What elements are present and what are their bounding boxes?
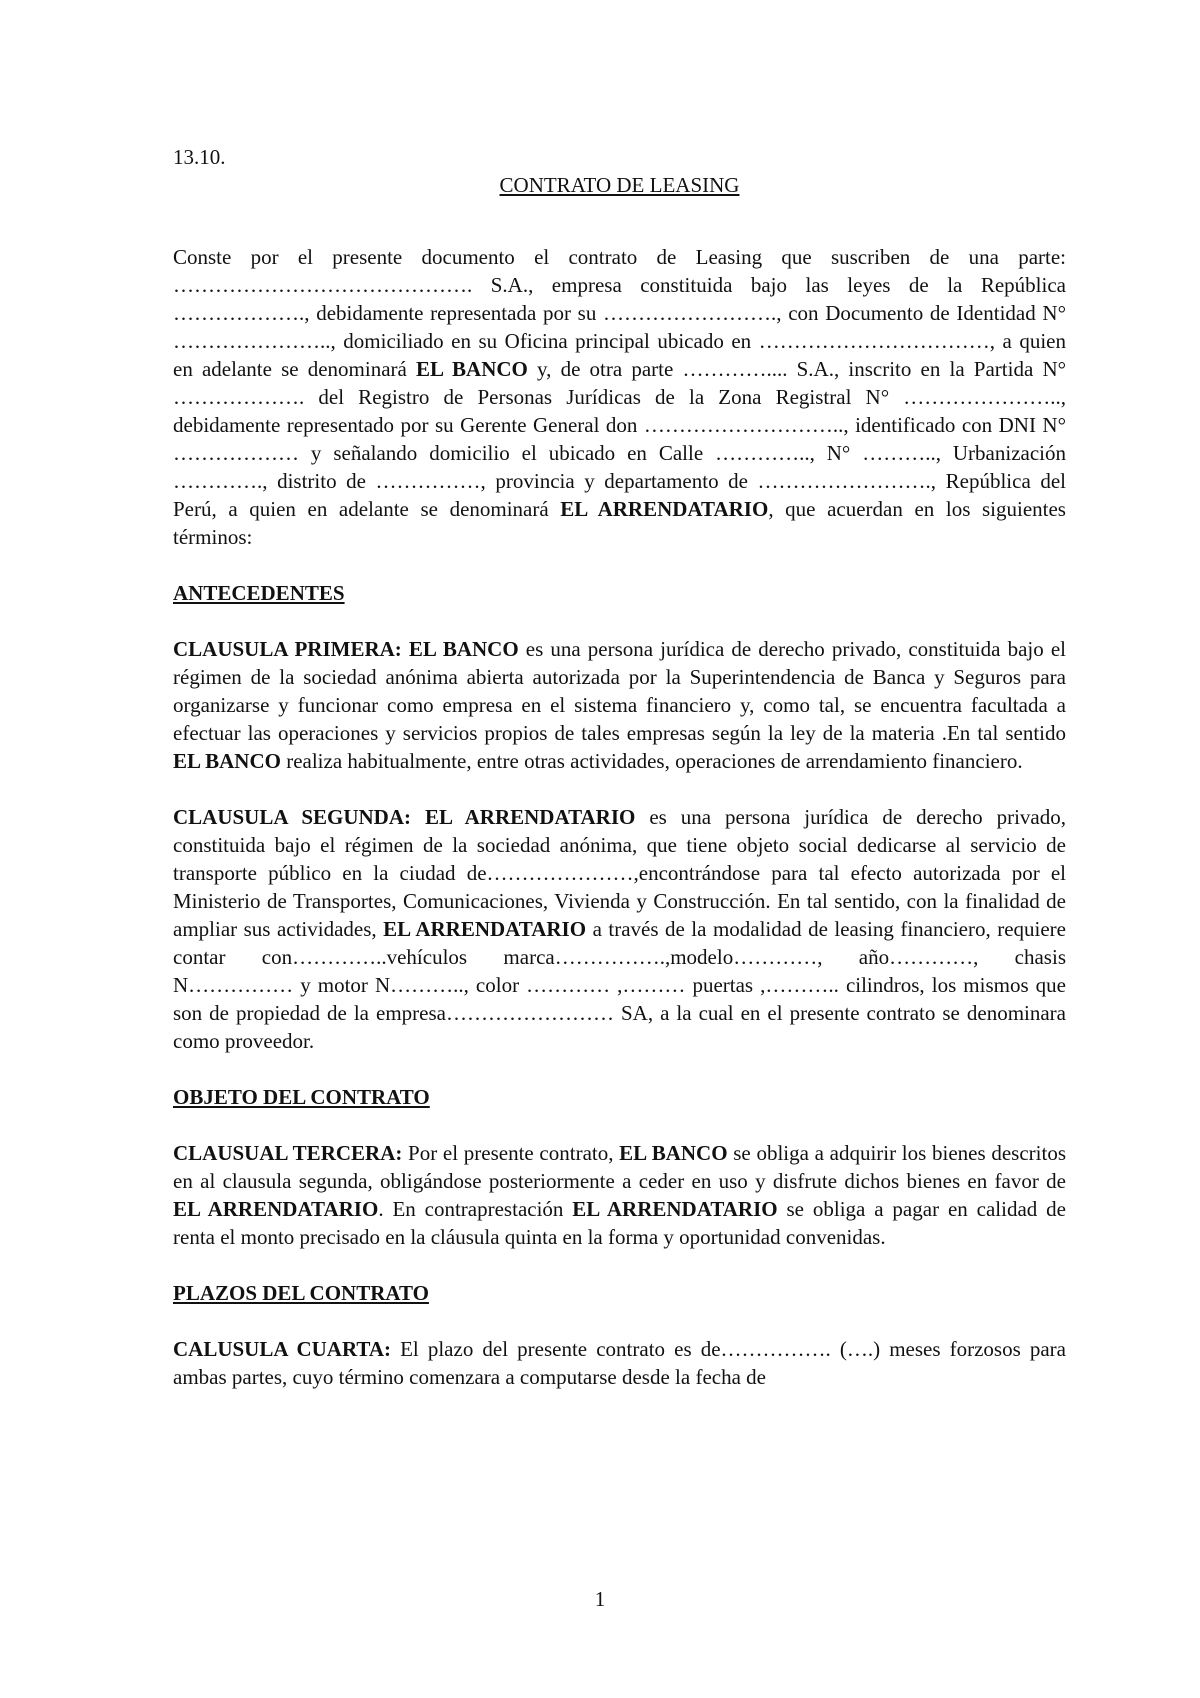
text-run: El plazo del presente contrato es de……………. (….) meses forzosos para ambas partes, cuyo término comenzara a computarse desde la fecha de	[173, 1337, 1066, 1389]
bold-term: CLAUSULA SEGUNDA:	[173, 805, 411, 829]
section-heading-plazos: PLAZOS DEL CONTRATO	[173, 1281, 429, 1305]
bold-term: CLAUSUAL TERCERA:	[173, 1141, 403, 1165]
clause-segunda	[173, 803, 1066, 1055]
bold-term: CALUSULA CUARTA:	[173, 1337, 391, 1361]
document-body	[173, 143, 1066, 1391]
clause-primera	[173, 635, 1066, 775]
page-number: 1	[594, 1587, 606, 1611]
clause-tercera	[173, 1139, 1066, 1251]
document-title: CONTRATO DE LEASING	[499, 173, 740, 197]
text-run: , que acuerdan en los siguientes términos:	[173, 497, 1066, 549]
text-run: Conste por el presente documento el contrato de Leasing que suscriben de una parte: ……………………………………. S.A., empresa constituida bajo las leyes de la República ………………., debidamente representada por su ……………………., con Documento de Identidad N° ………………….., domiciliado en su Oficina principal ubicado en ……………………………, a quien en adelante se denominará	[173, 245, 1066, 381]
text-run: y, de otra parte ………….... S.A., inscrito en la Partida N° ………………. del Registro de Personas Jurídicas de la Zona Registral N° ………………….., debidamente representado por su Gerente General don ……………………….., identificado con DNI N° ……………… y señalando domicilio el ubicado en Calle ………….., N° ……….., Urbanización …………., distrito de ……………, provincia y departamento de ……………………., República del Perú, a quien en adelante se denominará	[173, 357, 1067, 521]
bold-term: EL BANCO	[416, 357, 528, 381]
text-run: a través de la modalidad de leasing financiero, requiere contar con…………..vehículos marca…………….,modelo…………, año…………, chasis N…………… y motor N……….., color ………… ,……… puertas ,……….. cilindros, los mismos que son de propiedad de la empresa…………………… SA, a la cual en el presente contrato se denominara como proveedor.	[173, 917, 1066, 1053]
document-number: 13.10.	[173, 145, 226, 169]
clause-cuarta	[173, 1335, 1066, 1391]
bold-term: CLAUSULA PRIMERA:	[173, 637, 402, 661]
text-run: se obliga a adquirir los bienes descritos en al clausula segunda, obligándose posteriormente a ceder en uso y disfrute dichos bienes en favor de	[173, 1141, 1066, 1193]
bold-term: EL ARRENDATARIO	[572, 1197, 778, 1221]
bold-term: EL ARRENDATARIO	[560, 497, 769, 521]
section-heading-objeto: OBJETO DEL CONTRATO	[173, 1085, 430, 1109]
text-run: . En contraprestación	[378, 1197, 573, 1221]
intro-paragraph	[173, 243, 1066, 551]
text-run: es una persona jurídica de derecho privado, constituida bajo el régimen de la sociedad anónima abierta autorizada por la Superintendencia de Banca y Seguros para organizarse y funcionar como empresa en el sistema financiero y, como tal, se encuentra facultada a efectuar las operaciones y servicios propios de tales empresas según la ley de la materia .En tal sentido	[173, 637, 1066, 745]
bold-term: EL BANCO	[408, 637, 519, 661]
text-run: Por el presente contrato,	[402, 1141, 620, 1165]
text-run	[411, 805, 425, 829]
text-run: es una persona jurídica de derecho privado, constituida bajo el régimen de la sociedad anónima, que tiene objeto social dedicarse al servicio de transporte público en la ciudad de…………………,encontrándose para tal efecto autorizada por el Ministerio de Transportes, Comunicaciones, Vivienda y Construcción. En tal sentido, con la finalidad de ampliar sus actividades,	[173, 805, 1066, 941]
text-run: se obliga a pagar en calidad de renta el monto precisado en la cláusula quinta en la forma y oportunidad convenidas.	[173, 1197, 1066, 1249]
bold-term: EL ARRENDATARIO	[173, 1197, 379, 1221]
bold-term: EL BANCO	[619, 1141, 728, 1165]
text-run: realiza habitualmente, entre otras actividades, operaciones de arrendamiento financiero.	[280, 749, 1023, 773]
bold-term: EL BANCO	[173, 749, 281, 773]
section-heading-antecedentes: ANTECEDENTES	[173, 581, 345, 605]
text-run	[402, 637, 409, 661]
bold-term: EL ARRENDATARIO	[424, 805, 636, 829]
bold-term: EL ARRENDATARIO	[383, 917, 587, 941]
